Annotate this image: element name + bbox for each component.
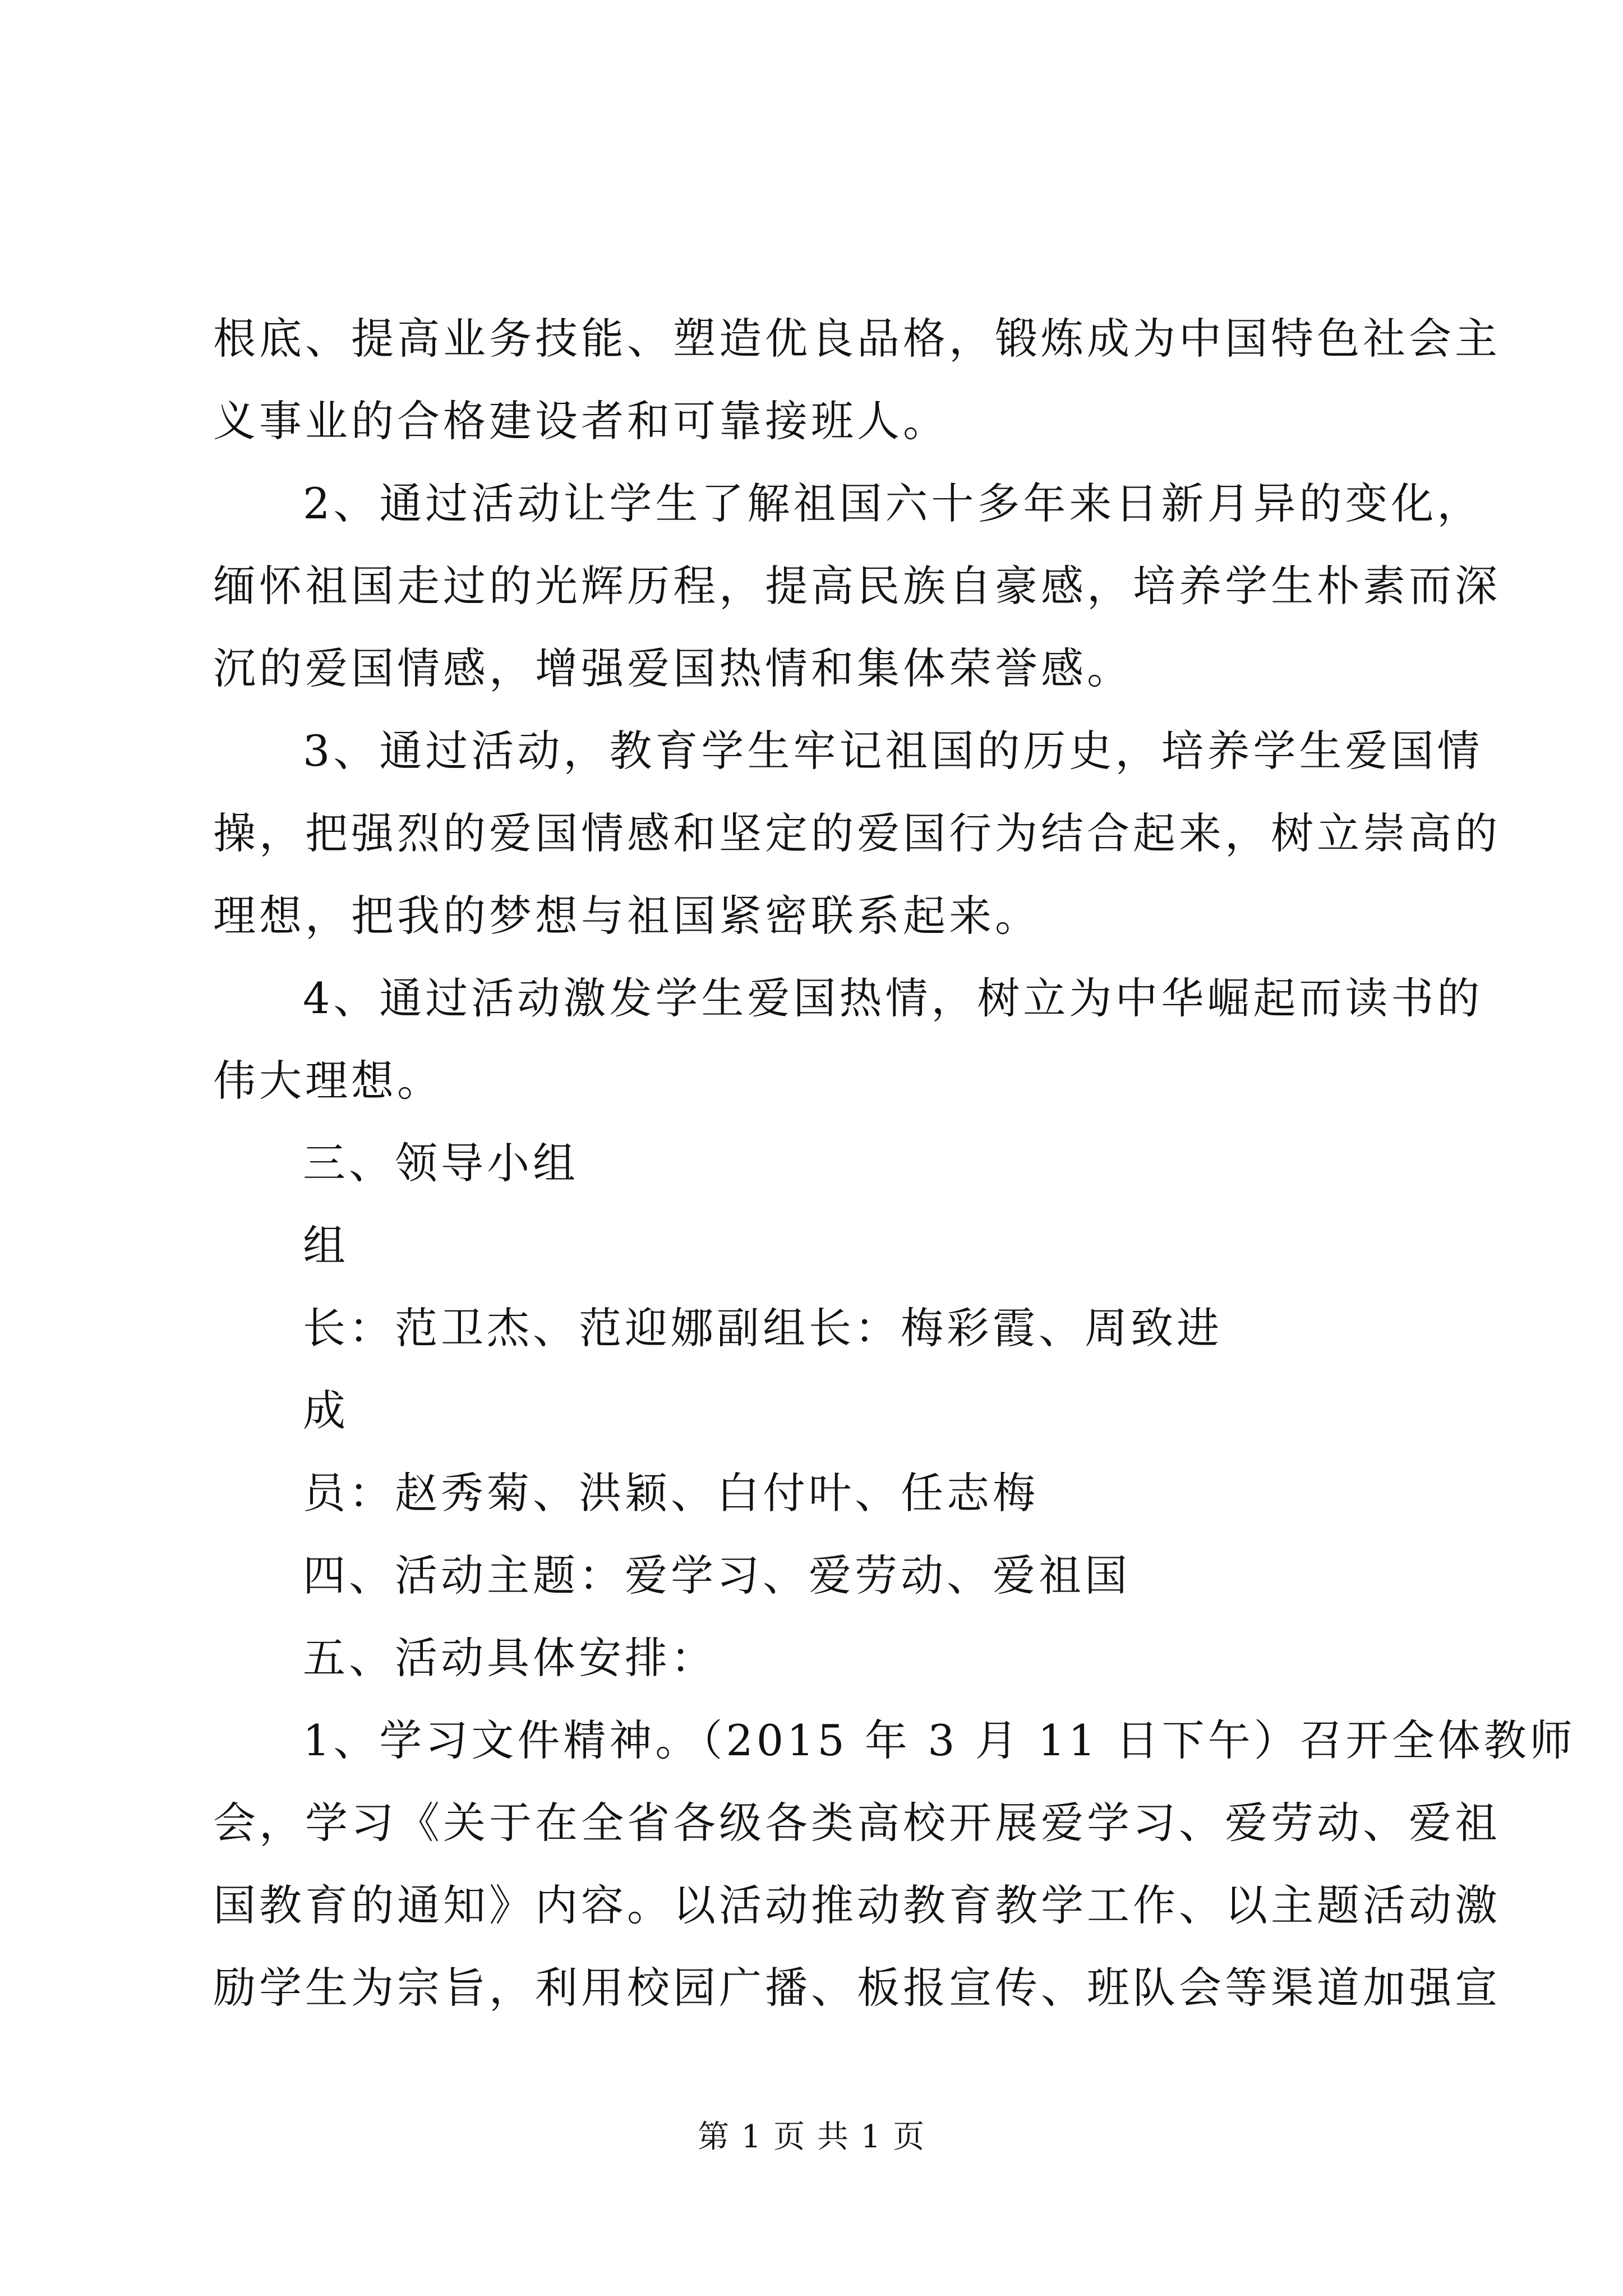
text-line: 根底、提高业务技能、塑造优良品格，锻炼成为中国特色社会主 xyxy=(213,314,1501,364)
text-line: 3、通过活动，教育学生牢记祖国的历史，培养学生爱国情 xyxy=(303,726,1483,776)
text-line: 国教育的通知》内容。以活动推动教育教学工作、以主题活动激 xyxy=(213,1880,1501,1930)
text-line: 组 xyxy=(303,1221,349,1271)
text-line: 理想，把我的梦想与祖国紧密联系起来。 xyxy=(213,891,1041,941)
text-line: 长：范卫杰、范迎娜副组长：梅彩霞、周致进 xyxy=(303,1303,1223,1353)
text-line: 会，学习《关于在全省各级各类高校开展爱学习、爱劳动、爱祖 xyxy=(213,1798,1501,1848)
text-line: 五、活动具体安排： xyxy=(303,1633,717,1683)
text-line: 4、通过活动激发学生爱国热情，树立为中华崛起而读书的 xyxy=(303,973,1483,1023)
text-line: 三、领导小组 xyxy=(303,1138,579,1188)
page-footer: 第 1 页 共 1 页 xyxy=(697,2119,926,2155)
text-line: 义事业的合格建设者和可靠接班人。 xyxy=(213,396,949,446)
text-line: 员：赵秀菊、洪颖、白付叶、任志梅 xyxy=(303,1468,1039,1518)
text-line: 缅怀祖国走过的光辉历程，提高民族自豪感，培养学生朴素而深 xyxy=(213,561,1501,611)
document-body xyxy=(213,297,1576,2029)
text-line: 沉的爱国情感，增强爱国热情和集体荣誉感。 xyxy=(213,643,1133,693)
text-line: 操，把强烈的爱国情感和坚定的爱国行为结合起来，树立崇高的 xyxy=(213,808,1501,858)
text-line: 伟大理想。 xyxy=(213,1056,443,1106)
text-line: 励学生为宗旨，利用校园广播、板报宣传、班队会等渠道加强宣 xyxy=(213,1963,1501,2013)
text-line: 成 xyxy=(303,1386,349,1435)
text-line: 1、学习文件精神。（2015 年 3 月 11 日下午）召开全体教师 xyxy=(303,1715,1576,1765)
text-line: 2、通过活动让学生了解祖国六十多年来日新月异的变化， xyxy=(303,478,1483,528)
text-line: 四、活动主题：爱学习、爱劳动、爱祖国 xyxy=(303,1550,1131,1600)
